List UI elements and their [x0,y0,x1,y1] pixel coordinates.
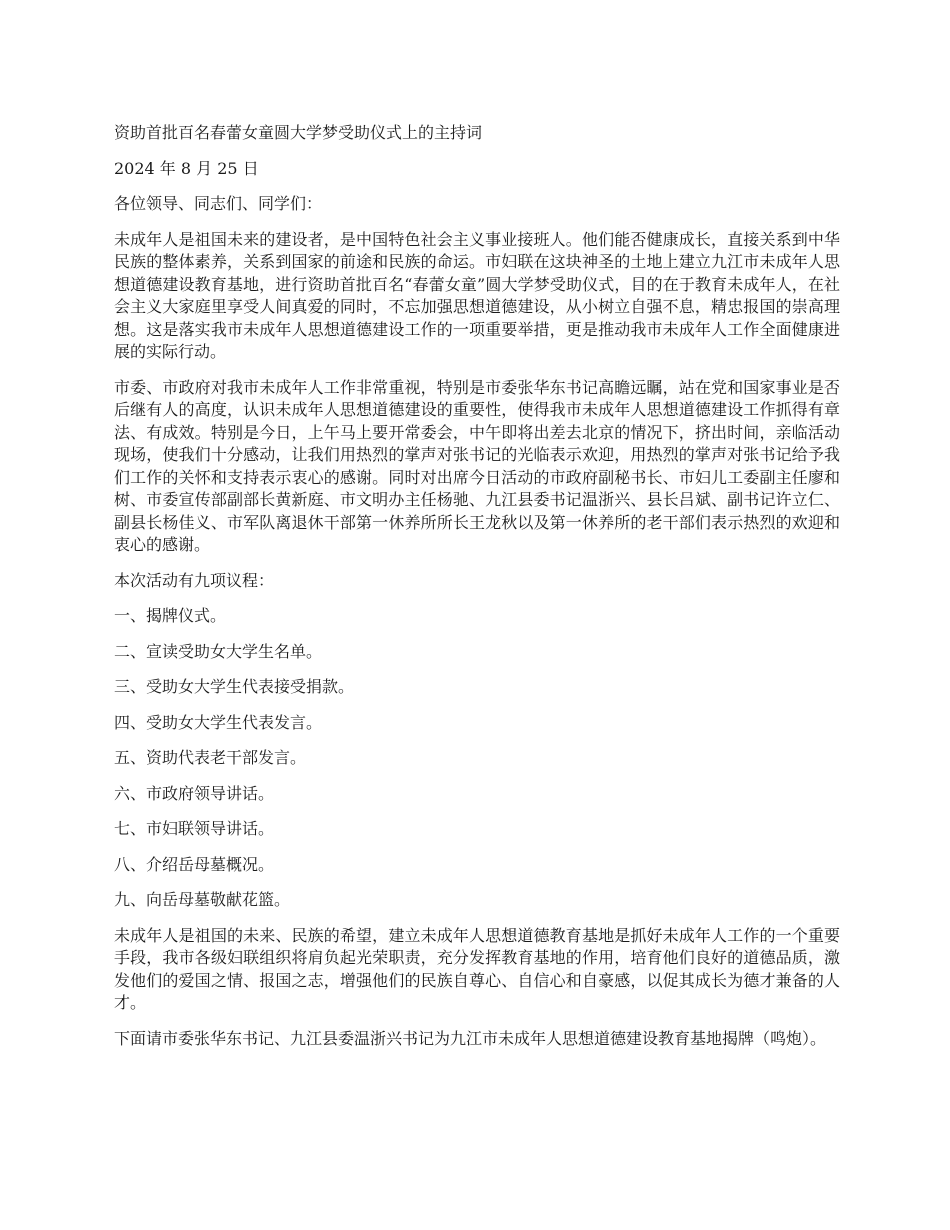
greeting: 各位领导、同志们、同学们： [114,194,323,213]
paragraph-2: 市委、市政府对我市未成年人工作非常重视，特别是市委张华东书记高瞻远瞩，站在党和国家事业是否后继有人的高度，认识未成年人思想道德建设的重要性，使得我市未成年人思想道德建设工作抓得有章法、有成效。特别是今日，上午马上要开常委会，中午即将出差去北京的情况下，挤出时间，亲临活动现场，使我们十分感动，让我们用热烈的掌声对张书记的光临表示欢迎，用热烈的掌声对张书记给予我们工作的关怀和支持表示衷心的感谢。同时对出席今日活动的市政府副秘书长、市妇儿工委副主任廖和树、市委宣传部副部长黄新庭、市文明办主任杨驰、九江县委书记温浙兴、县长吕斌、副书记许立仁、副县长杨佳义、市军队离退休干部第一休养所所长王龙秋以及第一休养所的老干部们表示热烈的欢迎和衷心的感谢。 [114,377,840,554]
agenda-list [114,605,840,912]
agenda-intro: 本次活动有九项议程： [114,570,275,590]
document-page [114,122,840,1063]
paragraph-3: 未成年人是祖国的未来、民族的希望，建立未成年人思想道德教育基地是抓好未成年人工作的一个重要手段，我市各级妇联组织将肩负起光荣职责，充分发挥教育基地的作用，培育他们良好的道德品质，激发他们的爱国之情、报国之志，增强他们的民族自尊心、自信心和自豪感，以促其成长为德才兼备的人才。 [114,925,840,1012]
agenda-item-4: 四、受助女大学生代表发言。 [114,712,323,732]
document-date: 2024 年 8 月 25 日 [114,158,259,178]
agenda-item-5: 五、资助代表老干部发言。 [114,748,307,767]
paragraph-4: 下面请市委张华东书记、九江县委温浙兴书记为九江市未成年人思想道德建设教育基地揭牌（鸣炮）。 [114,1028,827,1048]
agenda-item-8: 八、介绍岳母墓概况。 [114,854,275,874]
agenda-item-7: 七、市妇联领导讲话。 [114,819,275,838]
agenda-item-6: 六、市政府领导讲话。 [114,783,275,803]
document-title: 资助首批百名春蕾女童圆大学梦受助仪式上的主持词 [114,123,483,142]
agenda-item-9: 九、向岳母墓敬献花篮。 [114,890,291,909]
paragraph-1: 未成年人是祖国未来的建设者，是中国特色社会主义事业接班人。他们能否健康成长，直接关系到中华民族的整体素养，关系到国家的前途和民族的命运。市妇联在这块神圣的土地上建立九江市未成年人思想道德建设教育基地，进行资助首批百名“春蕾女童”圆大学梦受助仪式，目的在于教育未成年人，在社会主义大家庭里享受人间真爱的同时，不忘加强思想道德建设，从小树立自强不息，精忠报国的崇高理想。这是落实我市未成年人思想道德建设工作的一项重要举措，更是推动我市未成年人工作全面健康进展的实际行动。 [114,229,840,361]
agenda-item-2: 二、宣读受助女大学生名单。 [114,641,323,661]
agenda-item-1: 一、揭牌仪式。 [114,606,227,625]
agenda-item-3: 三、受助女大学生代表接受捐款。 [114,677,355,696]
